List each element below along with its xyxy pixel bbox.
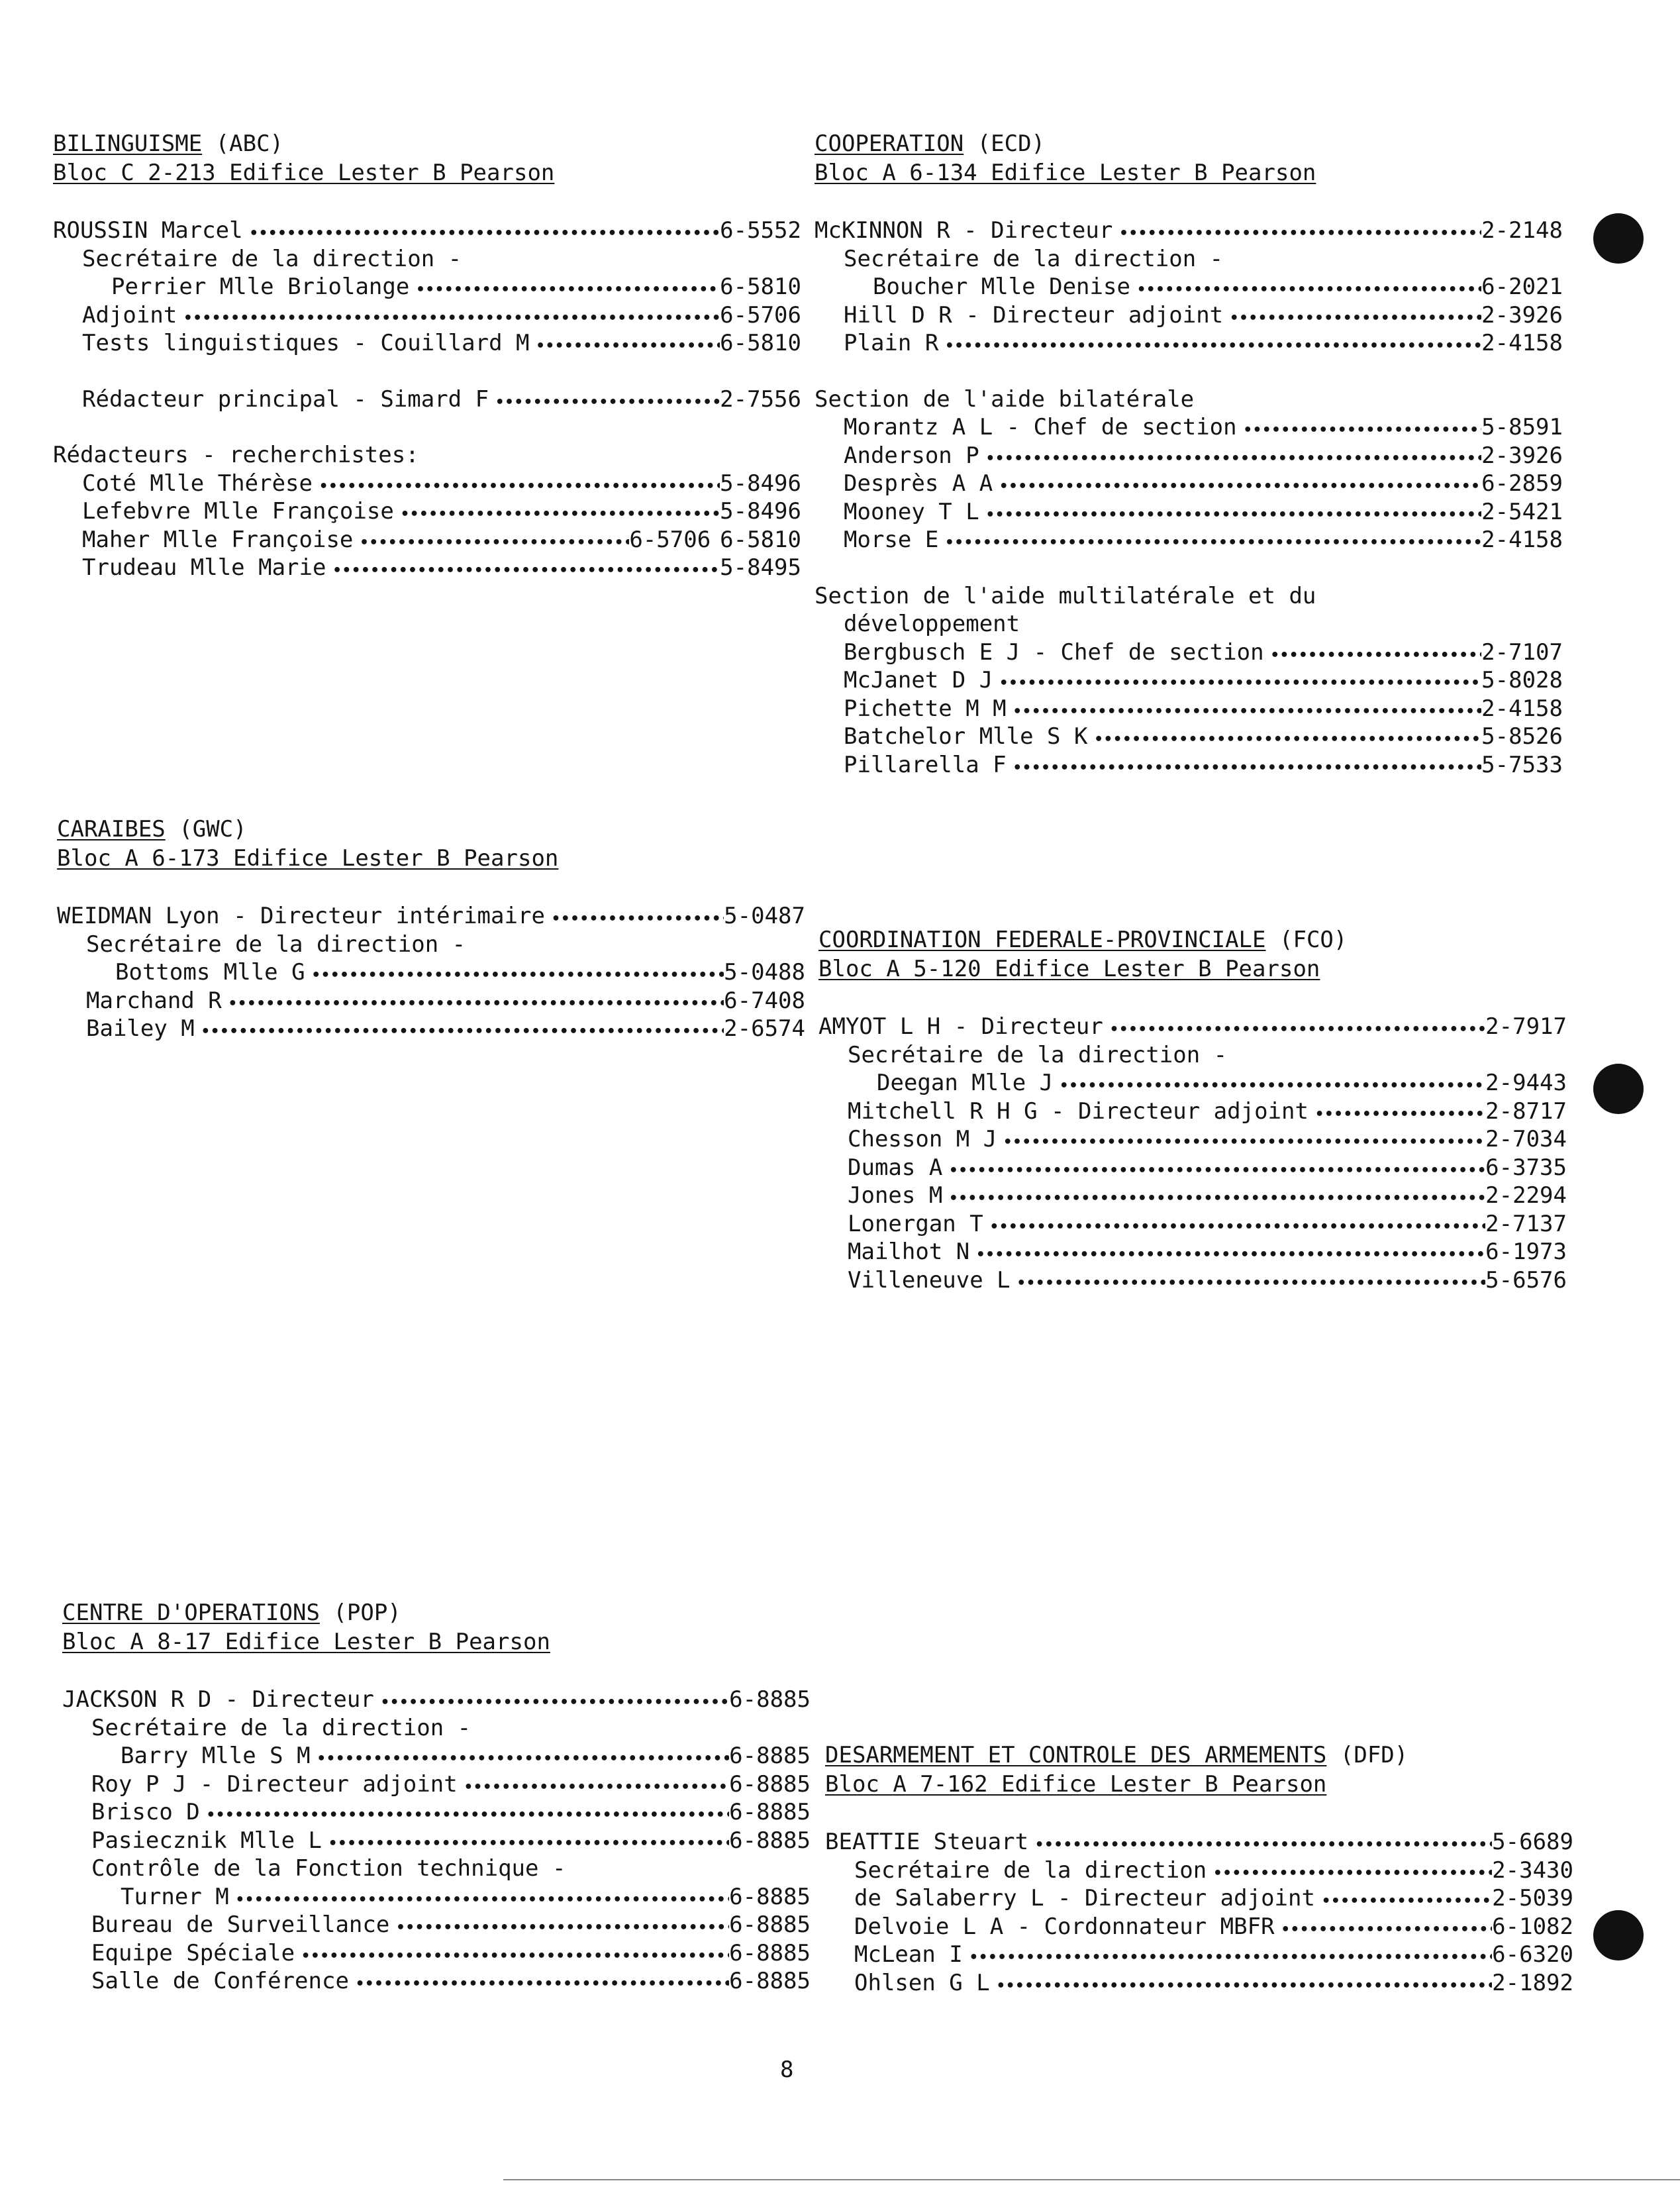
entry-name: Barry Mlle S M — [121, 1743, 311, 1769]
entry-phone: 6-2859 — [1481, 470, 1563, 497]
entry-phone: 6-5810 — [720, 274, 801, 300]
entry-name: Morantz A L - Chef de section — [844, 414, 1237, 440]
entry-name: Pichette M M — [844, 695, 1007, 722]
entry-phone: 6-7408 — [724, 987, 805, 1014]
directory-entry — [815, 301, 1563, 330]
entry-phone: 6-8885 — [729, 1770, 811, 1798]
entry-name: Mitchell R H G - Directeur adjoint — [848, 1097, 1309, 1125]
directory-entry — [815, 470, 1563, 498]
entry-name: McKINNON R - Directeur — [815, 217, 1113, 244]
section-title: DESARMEMENT ET CONTROLE DES ARMEMENTS — [825, 1742, 1327, 1768]
entry-name: Pillarella F — [844, 751, 1007, 778]
directory-entry — [62, 1911, 811, 1939]
dot-leader — [305, 958, 724, 990]
entry-name: Morse E — [844, 527, 939, 553]
directory-entry — [818, 1069, 1567, 1097]
entry-name: Secrétaire de la direction - — [844, 245, 1224, 272]
directory-entry — [818, 1125, 1567, 1154]
dot-leader — [458, 1770, 729, 1802]
dot-leader — [1237, 413, 1482, 445]
directory-entry — [57, 931, 805, 959]
dot-leader — [545, 902, 724, 934]
dot-leader — [389, 1911, 729, 1943]
directory-entry — [815, 329, 1563, 358]
section-heading — [53, 129, 801, 158]
dot-leader — [177, 301, 720, 333]
directory-entry — [53, 497, 801, 526]
section-location: Bloc A 6-134 Edifice Lester B Pearson — [815, 160, 1316, 186]
entry-phone: 2-7137 — [1485, 1210, 1567, 1237]
dot-leader — [1275, 1913, 1493, 1945]
directory-entry — [815, 751, 1563, 780]
directory-entry — [815, 695, 1563, 723]
entry-name: Bureau de Surveillance — [91, 1911, 390, 1938]
dot-leader — [938, 526, 1481, 558]
section-desarmement — [825, 1741, 1573, 1997]
section-code: (DFD) — [1340, 1742, 1408, 1768]
entry-name: Tests linguistiques - Couillard M — [82, 330, 530, 356]
dot-leader — [1007, 751, 1482, 783]
dot-leader — [195, 1015, 724, 1046]
entry-name: Turner M — [121, 1883, 229, 1910]
dot-leader — [326, 554, 720, 585]
directory-entry — [53, 526, 801, 554]
directory-entry — [815, 273, 1563, 301]
dot-leader — [322, 1827, 729, 1858]
entry-name: Maher Mlle Françoise — [82, 526, 354, 553]
dot-leader — [1103, 1013, 1485, 1044]
directory-entry — [815, 245, 1563, 274]
entry-name: Plain R — [844, 330, 939, 356]
entry-phone: 5-7533 — [1481, 751, 1563, 778]
dot-leader — [1011, 1266, 1486, 1298]
directory-entry — [53, 329, 801, 358]
entry-name: Lefebvre Mlle Françoise — [82, 498, 394, 525]
section-title: BILINGUISME — [53, 130, 203, 157]
dot-leader — [963, 1941, 1492, 1972]
entry-name: Bailey M — [86, 1015, 195, 1042]
section-code: (ECD) — [977, 130, 1046, 157]
directory-entry — [53, 301, 801, 330]
directory-entry — [815, 582, 1563, 611]
directory-entry — [815, 526, 1563, 554]
entry-name: Boucher Mlle Denise — [873, 274, 1130, 300]
dot-leader — [1087, 723, 1481, 754]
entry-phone: 2-4158 — [1481, 695, 1563, 722]
directory-entry — [815, 217, 1563, 245]
entry-list — [825, 1828, 1573, 1997]
section-heading — [57, 815, 805, 844]
entry-phone: 6-8885 — [729, 1939, 811, 1966]
entry-phone: 2-5421 — [1481, 498, 1563, 525]
dot-leader — [1264, 638, 1482, 670]
section-location: Bloc A 7-162 Edifice Lester B Pearson — [825, 1771, 1327, 1798]
entry-phone: 5-0488 — [724, 959, 805, 986]
dot-leader — [313, 470, 720, 501]
entry-name: Rédacteurs - recherchistes: — [53, 442, 419, 468]
dot-leader — [409, 273, 720, 305]
section-coordination — [818, 925, 1567, 1294]
section-heading — [818, 925, 1567, 954]
entry-name: BEATTIE Steuart — [825, 1829, 1029, 1855]
entry-name: Bottoms Mlle G — [115, 959, 305, 986]
entry-name: de Salaberry L - Directeur adjoint — [854, 1885, 1315, 1911]
dot-leader — [229, 1883, 729, 1915]
entry-name: Salle de Conférence — [91, 1968, 349, 1994]
punch-hole-icon — [1593, 1910, 1644, 1960]
dot-leader — [942, 1182, 1485, 1213]
entry-name: Bergbusch E J - Chef de section — [844, 638, 1264, 666]
page-number: 8 — [780, 2057, 794, 2083]
directory-entry — [818, 1182, 1567, 1210]
entry-name: Secrétaire de la direction - — [82, 245, 462, 272]
section-heading — [62, 1598, 811, 1627]
dot-leader — [530, 329, 720, 361]
entry-name: Jones M — [848, 1182, 943, 1209]
entry-name: Desprès A A — [844, 470, 993, 497]
dot-leader — [997, 1125, 1485, 1157]
entry-phone: 6-5552 — [720, 217, 801, 244]
dot-leader — [349, 1967, 729, 1999]
entry-phone: 5-8591 — [1481, 414, 1563, 440]
directory-entry — [62, 1770, 811, 1799]
entry-name: Hill D R - Directeur adjoint — [844, 301, 1224, 329]
entry-phone: 5-0487 — [724, 903, 805, 929]
directory-entry — [818, 1154, 1567, 1182]
entry-phone: 5-6576 — [1485, 1266, 1567, 1294]
entry-name: Rédacteur principal - Simard F — [82, 385, 489, 413]
dot-leader — [353, 526, 629, 558]
entry-name: McLean I — [854, 1941, 963, 1968]
entry-alt-phone: 6-5706 — [629, 526, 711, 553]
directory-entry — [62, 1827, 811, 1855]
entry-name: Secrétaire de la direction — [854, 1856, 1207, 1884]
entry-list — [53, 217, 801, 582]
directory-entry — [57, 1015, 805, 1043]
directory-entry — [825, 1856, 1573, 1885]
dot-leader — [938, 329, 1481, 361]
dot-leader — [1130, 273, 1481, 305]
entry-phone: 2-7034 — [1485, 1126, 1567, 1152]
section-code: (POP) — [333, 1600, 401, 1626]
scan-edge-line — [503, 2179, 1680, 2180]
dot-leader — [993, 470, 1481, 501]
directory-entry — [818, 1266, 1567, 1295]
entry-phone: 6-6320 — [1492, 1941, 1573, 1968]
entry-phone: 6-8885 — [729, 1686, 811, 1713]
section-code: (FCO) — [1279, 927, 1348, 953]
directory-entry — [57, 958, 805, 987]
section-heading — [815, 129, 1563, 158]
entry-list — [818, 1013, 1567, 1294]
directory-entry — [815, 442, 1563, 470]
entry-phone: 6-8885 — [729, 1883, 811, 1910]
entry-phone: 5-8496 — [720, 498, 801, 525]
entry-name: Section de l'aide multilatérale et du — [815, 582, 1316, 609]
dot-leader — [1028, 1828, 1492, 1860]
directory-entry — [815, 638, 1563, 667]
dot-leader — [1053, 1069, 1485, 1101]
directory-entry — [62, 1686, 811, 1714]
directory-entry — [818, 1013, 1567, 1041]
entry-name: Roy P J - Directeur adjoint — [91, 1770, 458, 1798]
entry-phone: 2-2294 — [1485, 1182, 1567, 1209]
directory-entry — [57, 902, 805, 931]
dot-leader — [200, 1798, 729, 1830]
directory-entry — [62, 1798, 811, 1827]
section-cooperation — [815, 129, 1563, 779]
entry-phone: 2-6574 — [724, 1015, 805, 1042]
section-location: Bloc C 2-213 Edifice Lester B Pearson — [53, 160, 555, 186]
directory-entry — [818, 1041, 1567, 1070]
entry-phone: 2-5039 — [1492, 1885, 1573, 1911]
dot-leader — [1207, 1856, 1492, 1888]
directory-entry — [62, 1742, 811, 1770]
directory-entry — [53, 273, 801, 301]
entry-name: Marchand R — [86, 987, 222, 1014]
directory-entry — [62, 1967, 811, 1996]
directory-entry — [57, 987, 805, 1015]
entry-name: Contrôle de la Fonction technique - — [91, 1855, 566, 1882]
entry-phone: 6-2021 — [1481, 274, 1563, 300]
directory-entry — [62, 1883, 811, 1911]
entry-phone: 6-8885 — [729, 1743, 811, 1769]
entry-phone: 6-5810 — [720, 526, 801, 553]
entry-phone: 2-7917 — [1485, 1013, 1567, 1040]
entry-name: AMYOT L H - Directeur — [818, 1013, 1103, 1040]
entry-phone: 5-8496 — [720, 470, 801, 497]
entry-name: Secrétaire de la direction - — [86, 931, 466, 958]
directory-entry — [815, 498, 1563, 527]
entry-phone: 2-3926 — [1481, 301, 1563, 329]
dot-leader — [374, 1686, 729, 1717]
entry-list — [57, 902, 805, 1043]
section-code: (ABC) — [215, 130, 284, 157]
punch-hole-icon — [1593, 213, 1644, 264]
entry-name: Trudeau Mlle Marie — [82, 554, 326, 581]
entry-name: Lonergan T — [848, 1210, 983, 1237]
dot-leader — [311, 1742, 730, 1774]
entry-name: Batchelor Mlle S K — [844, 723, 1088, 750]
directory-entry — [53, 554, 801, 582]
entry-phone: 2-4158 — [1481, 527, 1563, 553]
entry-list — [815, 217, 1563, 779]
directory-entry — [818, 1210, 1567, 1239]
directory-entry — [53, 217, 801, 245]
dot-leader — [969, 1238, 1485, 1270]
entry-name: Adjoint — [82, 301, 177, 329]
entry-name: Dumas A — [848, 1154, 943, 1181]
dot-leader — [295, 1939, 729, 1971]
entry-name: Delvoie L A - Cordonnateur MBFR — [854, 1913, 1275, 1940]
entry-name: Section de l'aide bilatérale — [815, 385, 1195, 413]
entry-name: Coté Mlle Thérèse — [82, 470, 313, 497]
directory-entry — [815, 413, 1563, 442]
entry-name: Equipe Spéciale — [91, 1939, 295, 1966]
directory-entry — [825, 1913, 1573, 1941]
directory-entry — [825, 1941, 1573, 1969]
entry-phone: 6-5810 — [720, 330, 801, 356]
section-centre-operations — [62, 1598, 811, 1996]
entry-name: Secrétaire de la direction - — [848, 1041, 1228, 1068]
punch-hole-icon — [1593, 1064, 1644, 1114]
entry-name: Deegan Mlle J — [877, 1070, 1054, 1096]
section-title: COORDINATION FEDERALE-PROVINCIALE — [818, 927, 1266, 953]
entry-name: Brisco D — [91, 1799, 200, 1825]
directory-entry — [825, 1884, 1573, 1913]
dot-leader — [222, 987, 724, 1019]
dot-leader — [983, 1210, 1485, 1242]
directory-entry — [815, 610, 1563, 638]
section-heading — [825, 1741, 1573, 1770]
directory-entry — [818, 1097, 1567, 1126]
section-location: Bloc A 5-120 Edifice Lester B Pearson — [818, 956, 1320, 982]
entry-phone: 2-3926 — [1481, 442, 1563, 469]
directory-entry — [53, 245, 801, 274]
directory-entry — [53, 470, 801, 498]
directory-entry — [818, 1238, 1567, 1266]
entry-phone: 6-5706 — [720, 301, 801, 329]
directory-entry — [62, 1939, 811, 1968]
directory-entry — [825, 1969, 1573, 1998]
entry-phone: 6-8885 — [729, 1799, 811, 1825]
section-bilinguisme — [53, 129, 801, 582]
dot-leader — [942, 1154, 1485, 1186]
entry-phone: 5-8028 — [1481, 667, 1563, 693]
dot-leader — [1223, 301, 1481, 333]
entry-phone: 2-7107 — [1481, 638, 1563, 666]
directory-entry — [53, 385, 801, 414]
entry-phone: 6-8885 — [729, 1827, 811, 1854]
dot-leader — [1309, 1097, 1485, 1129]
directory-entry — [815, 385, 1563, 414]
entry-phone: 2-7556 — [720, 385, 801, 413]
entry-phone: 2-2148 — [1481, 217, 1563, 244]
dot-leader — [1112, 217, 1481, 248]
entry-name: Mailhot N — [848, 1239, 970, 1265]
dot-leader — [1007, 695, 1482, 727]
entry-phone: 2-4158 — [1481, 330, 1563, 356]
entry-name: Ohlsen G L — [854, 1969, 990, 1996]
dot-leader — [979, 498, 1481, 530]
entry-name: développement — [844, 611, 1020, 637]
entry-phone: 2-1892 — [1492, 1969, 1573, 1996]
directory-entry — [815, 666, 1563, 695]
entry-list — [62, 1686, 811, 1996]
entry-name: Secrétaire de la direction - — [91, 1714, 471, 1741]
entry-phone: 2-3430 — [1492, 1856, 1573, 1884]
section-location: Bloc A 8-17 Edifice Lester B Pearson — [62, 1629, 550, 1655]
dot-leader — [990, 1969, 1492, 2001]
entry-phone: 2-9443 — [1485, 1070, 1567, 1096]
entry-name: JACKSON R D - Directeur — [62, 1686, 374, 1713]
entry-phone: 5-8495 — [720, 554, 801, 581]
entry-name: ROUSSIN Marcel — [53, 217, 243, 244]
entry-phone: 6-1973 — [1485, 1239, 1567, 1265]
entry-phone: 2-8717 — [1485, 1097, 1567, 1125]
entry-phone: 6-1082 — [1492, 1913, 1573, 1940]
section-title: CENTRE D'OPERATIONS — [62, 1600, 320, 1626]
entry-phone: 5-6689 — [1492, 1829, 1573, 1855]
entry-name: Chesson M J — [848, 1126, 997, 1152]
entry-name: Perrier Mlle Briolange — [111, 274, 410, 300]
directory-entry — [815, 723, 1563, 751]
dot-leader — [394, 497, 720, 529]
section-location: Bloc A 6-173 Edifice Lester B Pearson — [57, 845, 559, 872]
section-title: COOPERATION — [815, 130, 964, 157]
section-code: (GWC) — [179, 816, 247, 842]
section-title: CARAIBES — [57, 816, 166, 842]
entry-name: WEIDMAN Lyon - Directeur intérimaire — [57, 903, 545, 929]
dot-leader — [489, 385, 720, 417]
entry-phone: 6-8885 — [729, 1968, 811, 1994]
entry-name: McJanet D J — [844, 667, 993, 693]
entry-name: Anderson P — [844, 442, 979, 469]
entry-phone: 6-8885 — [729, 1911, 811, 1938]
directory-entry — [53, 441, 801, 470]
directory-entry — [62, 1714, 811, 1743]
entry-name: Mooney T L — [844, 498, 979, 525]
entry-name: Pasiecznik Mlle L — [91, 1827, 322, 1854]
directory-entry — [825, 1828, 1573, 1856]
dot-leader — [243, 217, 720, 248]
dot-leader — [1315, 1884, 1492, 1916]
dot-leader — [993, 666, 1481, 698]
dot-leader — [979, 442, 1481, 474]
entry-phone: 6-3735 — [1485, 1154, 1567, 1181]
section-caraibes — [57, 815, 805, 1043]
entry-phone: 5-8526 — [1481, 723, 1563, 750]
directory-entry — [62, 1855, 811, 1883]
entry-name: Villeneuve L — [848, 1266, 1011, 1294]
